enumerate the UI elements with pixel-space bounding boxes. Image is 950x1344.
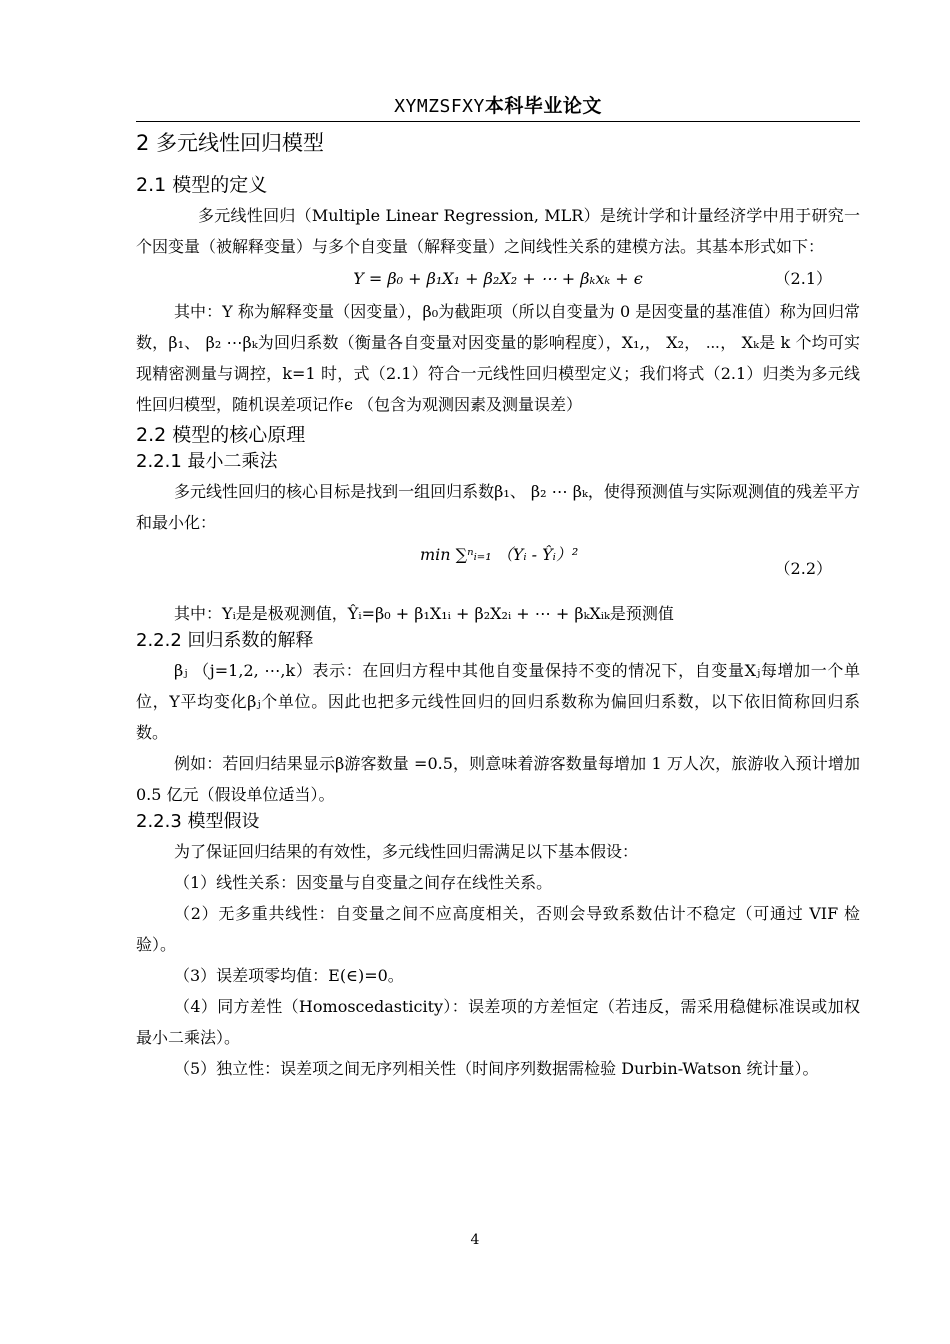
page-body [136, 124, 860, 1084]
page-number: 4 [470, 1232, 480, 1248]
section-2-2-3-intro: 为了保证回归结果的有效性，多元线性回归需满足以下基本假设： [174, 842, 639, 861]
equation-2-2-number: （2.2） [774, 559, 832, 578]
assumption-item: （5）独立性：误差项之间无序列相关性（时间序列数据需检验 Durbin-Watson 统计量）。 [174, 1059, 819, 1078]
assumption-item: （2）无多重共线性：自变量之间不应高度相关，否则会导致系数估计不稳定（可通过 VIF 检验）。 [136, 904, 860, 954]
section-2-2-2-paragraph-1: βⱼ （j=1,2, ⋯,k）表示：在回归方程中其他自变量保持不变的情况下，自变量Xⱼ每增加一个单位，Y平均变化βⱼ个单位。因此也把多元线性回归的回归系数称为偏回归系数，以下依旧简称回归系数。 [136, 661, 860, 742]
section-2-2-title: 2.2 模型的核心原理 [136, 424, 306, 446]
assumption-item: （1）线性关系：因变量与自变量之间存在线性关系。 [174, 873, 553, 892]
section-2-2-1-paragraph-2: 其中：Yᵢ是是极观测值，Ŷᵢ=β₀ + β₁X₁ᵢ + β₂X₂ᵢ + ⋯ + βₖXᵢₖ是预测值 [174, 604, 674, 623]
assumption-item: （4）同方差性（Homoscedasticity）：误差项的方差恒定（若违反，需采用稳健标准误或加权最小二乘法）。 [136, 997, 860, 1047]
header-rule [136, 121, 860, 122]
section-2-1-title: 2.1 模型的定义 [136, 174, 268, 196]
section-2-1-paragraph-1: 多元线性回归（Multiple Linear Regression, MLR）是统计学和计量经济学中用于研究一个因变量（被解释变量）与多个自变量（解释变量）之间线性关系的建模方法。其基本形式如下： [136, 206, 860, 256]
section-2-2-2-title: 2.2.2 回归系数的解释 [136, 630, 314, 651]
equation-2-2 [136, 538, 860, 598]
section-2-2-3-title: 2.2.3 模型假设 [136, 811, 260, 832]
equation-2-1 [136, 262, 860, 296]
equation-2-1-formula: Y = β₀ + β₁X₁ + β₂X₂ + ⋯ + βₖxₖ + ϵ [353, 269, 643, 288]
header-title: 本科毕业论文 [484, 95, 602, 117]
chapter-title: 2 多元线性回归模型 [136, 131, 325, 155]
assumption-item: （3）误差项零均值：E(∈)=0。 [174, 966, 404, 985]
running-header [136, 94, 860, 119]
equation-2-1-number: （2.1） [774, 269, 832, 288]
equation-2-2-formula: min ∑ⁿᵢ₌₁ （Yᵢ - Ŷᵢ）² [420, 545, 579, 564]
section-2-2-1-title: 2.2.1 最小二乘法 [136, 451, 278, 472]
section-2-2-1-paragraph-1: 多元线性回归的核心目标是找到一组回归系数β₁、 β₂ ⋯ βₖ，使得预测值与实际观测值的残差平方和最小化： [136, 482, 860, 532]
header-latin: XYMZSFXY [394, 96, 485, 117]
section-2-1-paragraph-2: 其中：Y 称为解释变量（因变量），β₀为截距项（所以自变量为 0 是因变量的基准值）称为回归常数，β₁、 β₂ ⋯βₖ为回归系数（衡量各自变量对因变量的影响程度），X₁,， X₂， ⋯， Xₖ是 k 个均可实现精密测量与调控，k=1 时，式（2.1）符合一元线性回归模型定义；我们将式（2.1）归类为多元线性回归模型，随机误差项记作ϵ （包含为观测因素及测量误差） [136, 302, 860, 414]
section-2-2-2-paragraph-2: 例如：若回归结果显示β游客数量 =0.5，则意味着游客数量每增加 1 万人次，旅游收入预计增加 0.5 亿元（假设单位适当）。 [136, 754, 860, 804]
